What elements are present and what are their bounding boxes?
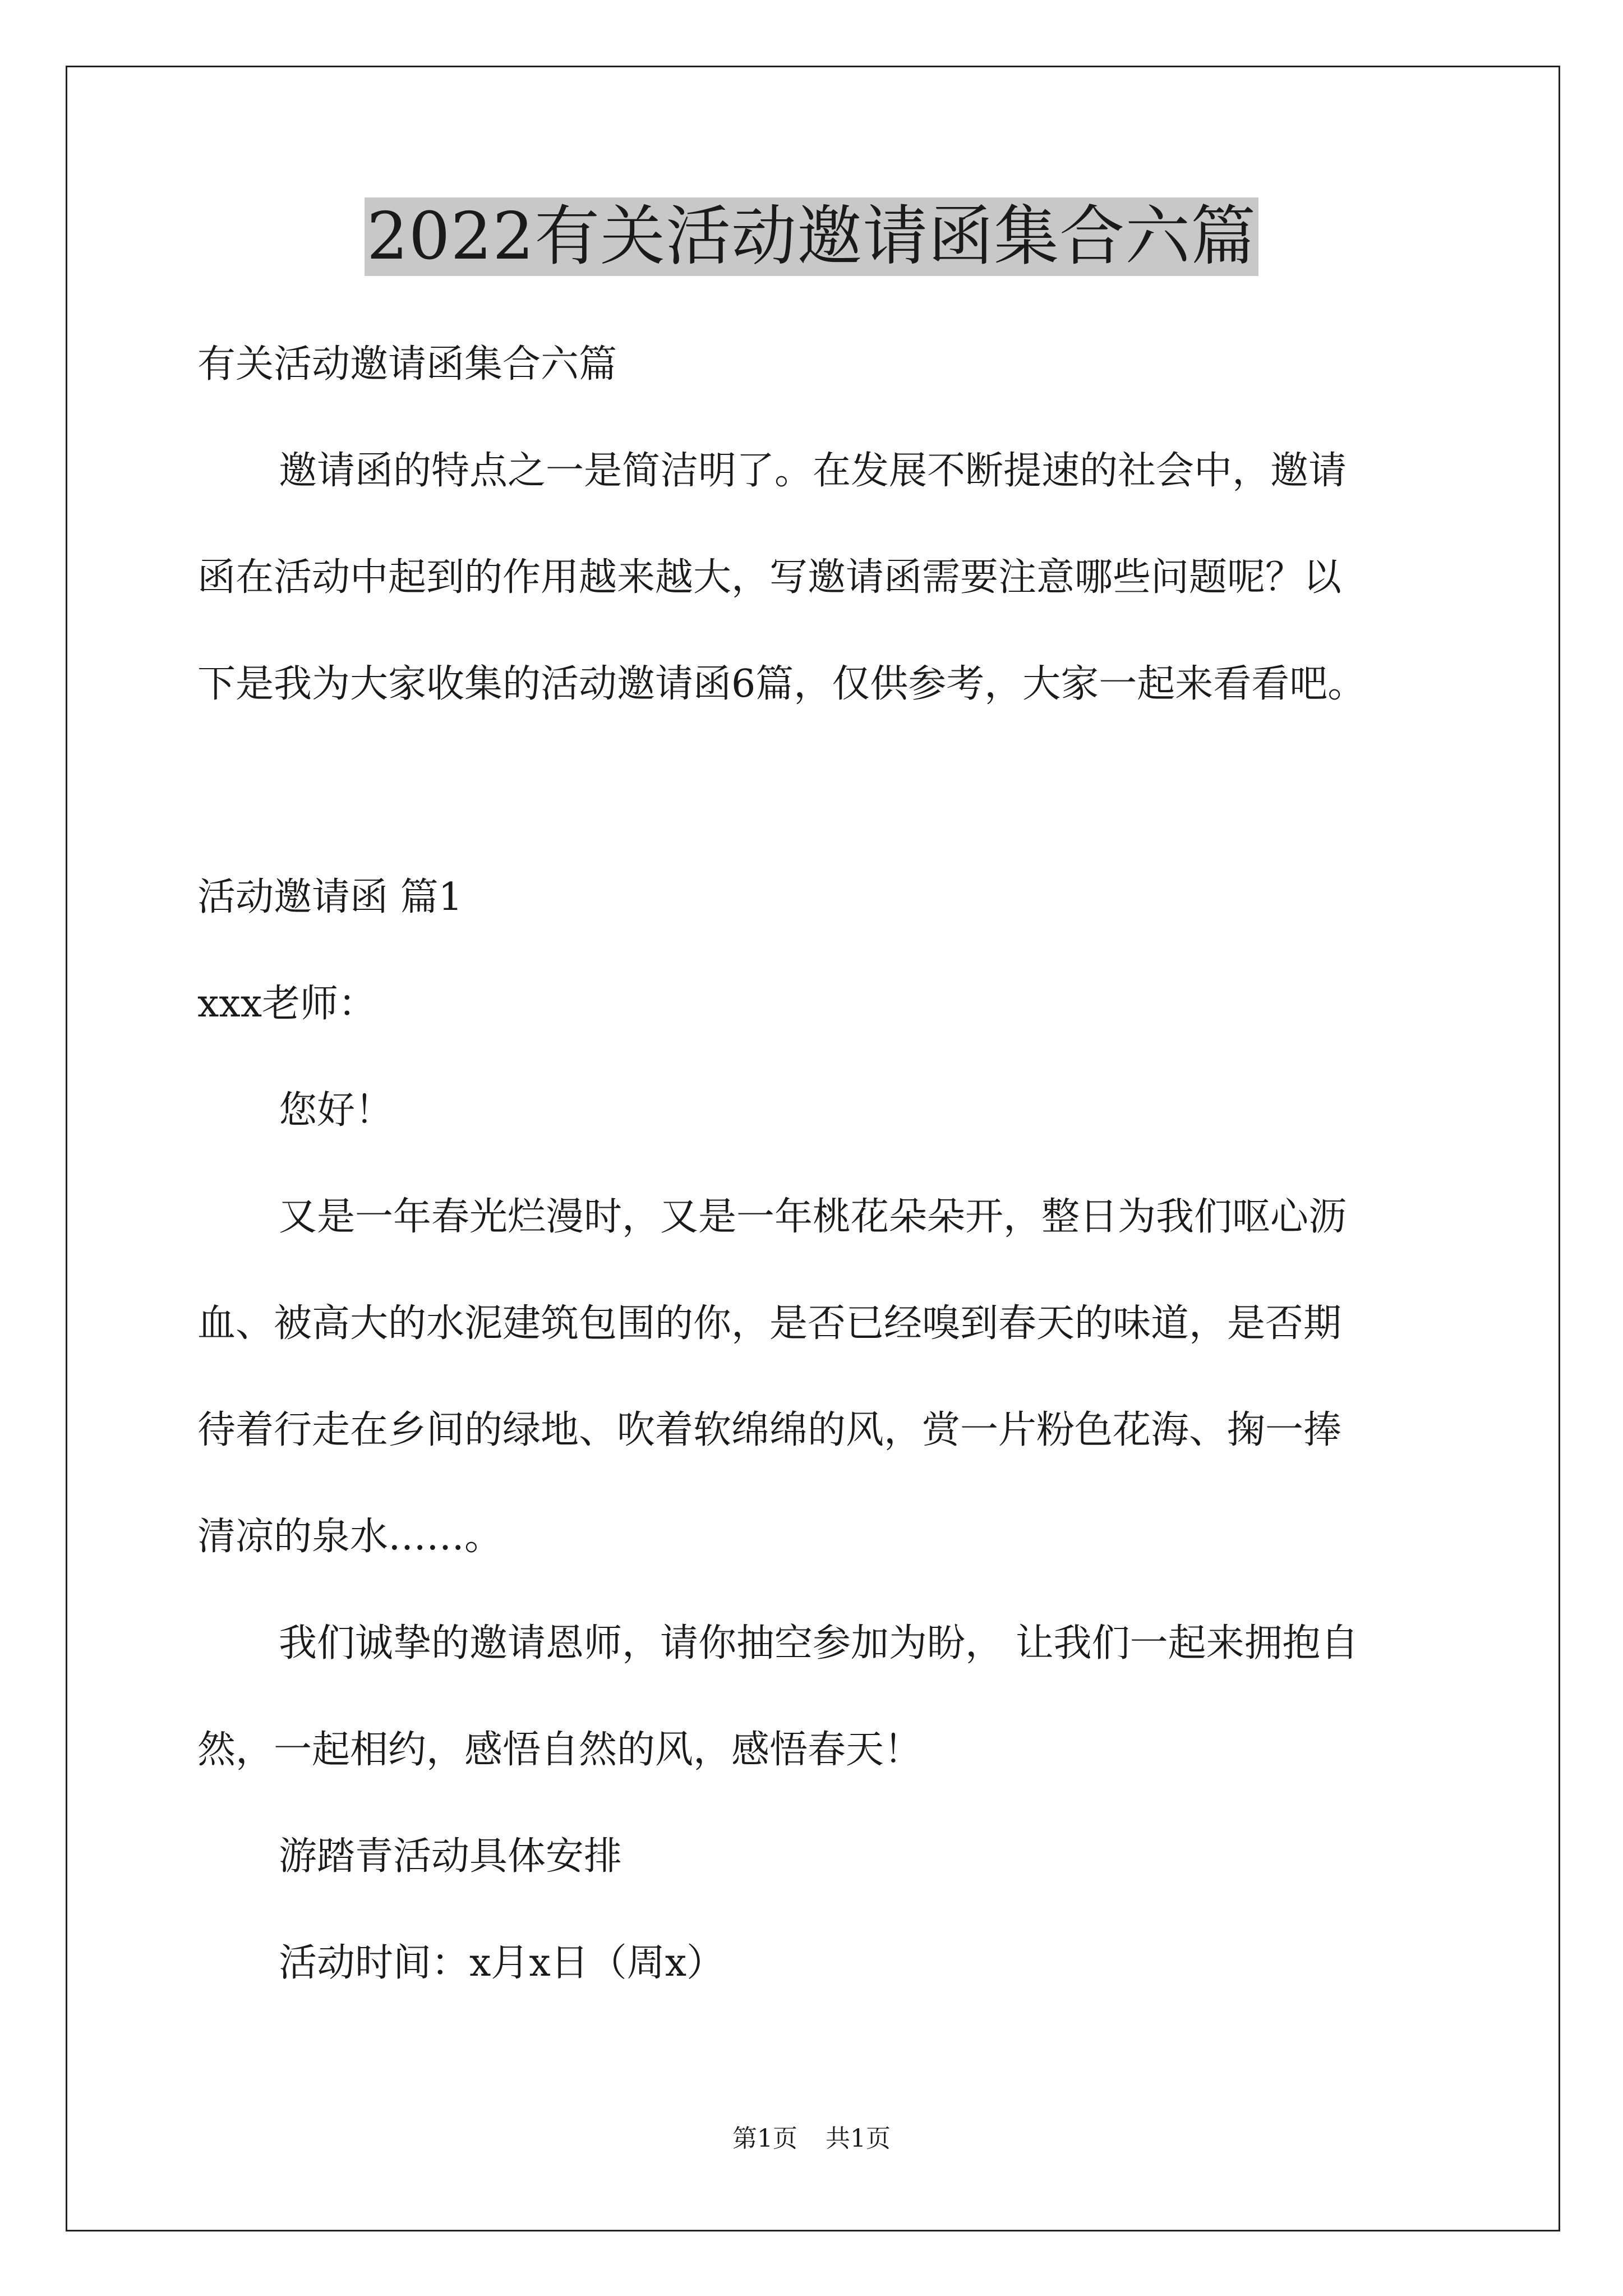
title-block: [0, 197, 1623, 276]
section-heading: 活动邀请函 篇1: [197, 875, 463, 919]
subtitle-line: 有关活动邀请函集合六篇: [197, 342, 617, 386]
page-total: 共1页: [826, 2124, 891, 2153]
body-line-6: 然，一起相约，感悟自然的风，感悟春天！: [197, 1728, 923, 1772]
body-line-4: 清凉的泉水……。: [197, 1515, 503, 1559]
intro-line-3: 下是我为大家收集的活动邀请函6篇，仅供参考，大家一起来看看吧。: [197, 662, 1366, 706]
document-title: 2022有关活动邀请函集合六篇: [365, 197, 1258, 276]
body-line-1: 又是一年春光烂漫时，又是一年桃花朵朵开，整日为我们呕心沥: [279, 1195, 1347, 1239]
salutation: xxx老师：: [197, 982, 377, 1026]
document-body: [197, 311, 1445, 2017]
activity-time: 活动时间：x月x日（周x）: [279, 1941, 725, 1985]
schedule-heading: 游踏青活动具体安排: [279, 1834, 623, 1879]
body-line-3: 待着行走在乡间的绿地、吹着软绵绵的风，赏一片粉色花海、掬一捧: [197, 1408, 1342, 1452]
greeting: 您好！: [279, 1088, 394, 1133]
page-footer: [0, 2122, 1623, 2156]
intro-line-2: 函在活动中起到的作用越来越大，写邀请函需要注意哪些问题呢？以: [197, 555, 1342, 600]
body-line-5: 我们诚挚的邀请恩师，请你抽空参加为盼， 让我们一起来拥抱自: [279, 1621, 1359, 1665]
intro-line-1: 邀请函的特点之一是简洁明了。在发展不断提速的社会中，邀请: [279, 449, 1347, 493]
spacer: [197, 738, 1445, 844]
page-number: 第1页: [732, 2124, 797, 2153]
body-line-2: 血、被高大的水泥建筑包围的你，是否已经嗅到春天的味道，是否期: [197, 1301, 1342, 1346]
